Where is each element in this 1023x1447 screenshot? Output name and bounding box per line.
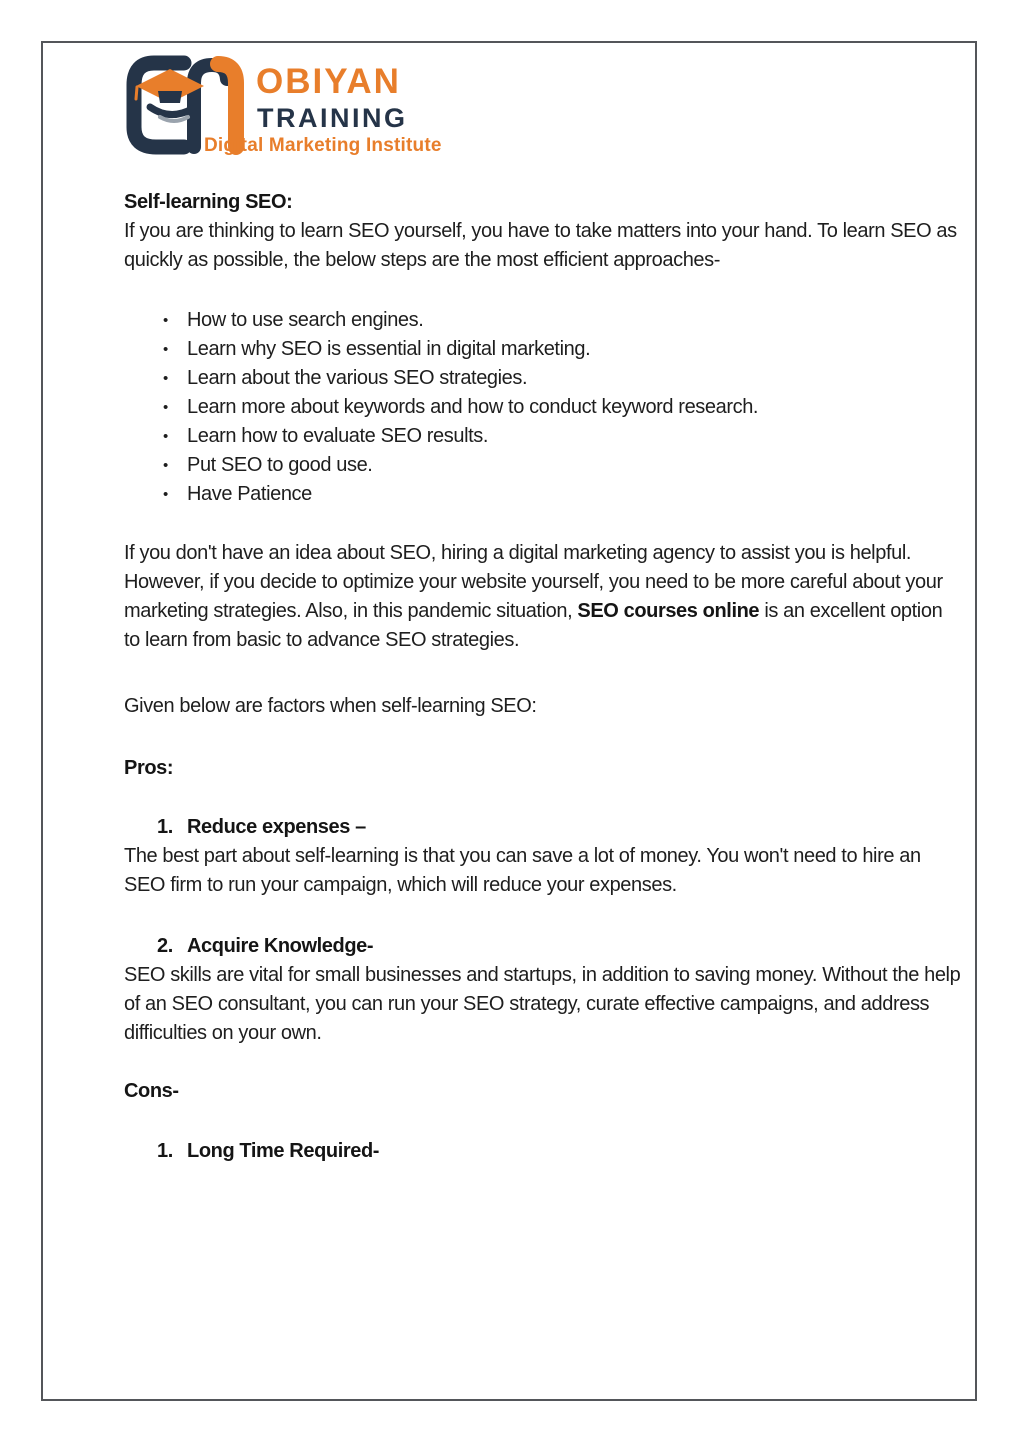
list-item-text: Put SEO to good use. <box>187 454 373 476</box>
list-item <box>163 335 962 364</box>
pros-item-1-title <box>124 813 962 842</box>
pros-item-1-body: The best part about self-learning is that you can save a lot of money. You won't need to hire an SEO firm to run your campaign, which will reduce your expenses. <box>124 845 921 896</box>
steps-list <box>124 306 962 509</box>
list-item <box>163 422 962 451</box>
bullet-icon: • <box>163 370 168 387</box>
item-title-text: Reduce expenses – <box>187 816 366 838</box>
item-number: 2. <box>157 935 173 957</box>
intro-section <box>124 188 962 275</box>
list-item-text: Learn why SEO is essential in digital marketing. <box>187 338 591 360</box>
section-title: Self-learning SEO: <box>124 191 293 213</box>
logo <box>124 55 504 155</box>
factors-line: Given below are factors when self-learning SEO: <box>124 695 537 717</box>
item-title-text: Acquire Knowledge- <box>187 935 374 957</box>
bullet-icon: • <box>163 428 168 445</box>
pros-item-2-title <box>124 932 962 961</box>
brand-subtitle: TRAINING <box>257 103 408 133</box>
list-item <box>163 451 962 480</box>
pros-item-2-body: SEO skills are vital for small businesses and startups, in addition to saving money. Without the help of an SEO consultant, you can run your SEO strategy, curate effective campaigns, and address difficulties on your own. <box>124 964 961 1044</box>
cons-heading: Cons- <box>124 1080 179 1102</box>
list-item <box>163 480 962 509</box>
list-item-text: Learn about the various SEO strategies. <box>187 367 528 389</box>
agency-paragraph-start: If you don't have an idea about SEO, hiring a digital marketing agency to assist you is helpful. However, if you decide to optimize your website yourself, you need to be more careful about your marketing strategies. Also, in this pandemic situation, <box>124 542 943 622</box>
brand-tagline: Digital Marketing Institute <box>204 135 442 156</box>
list-item-text: Learn how to evaluate SEO results. <box>187 425 489 447</box>
bullet-icon: • <box>163 486 168 503</box>
bullet-icon: • <box>163 341 168 358</box>
bullet-icon: • <box>163 457 168 474</box>
item-title-text: Long Time Required- <box>187 1140 380 1162</box>
brand-name: OBIYAN <box>256 62 401 101</box>
list-item <box>163 364 962 393</box>
list-item-text: Learn more about keywords and how to conduct keyword research. <box>187 396 759 418</box>
item-number: 1. <box>157 1140 173 1162</box>
page-content <box>124 55 962 1166</box>
list-item-text: Have Patience <box>187 483 312 505</box>
agency-paragraph <box>124 539 962 655</box>
intro-paragraph: If you are thinking to learn SEO yourself, you have to take matters into your hand. To learn SEO as quickly as possible, the below steps are the most efficient approaches- <box>124 220 957 271</box>
pros-heading: Pros: <box>124 757 174 779</box>
list-item <box>163 306 962 335</box>
list-item <box>163 393 962 422</box>
seo-courses-online-bold: SEO courses online <box>577 600 760 622</box>
cons-item-1-title <box>124 1137 962 1166</box>
list-item-text: How to use search engines. <box>187 309 424 331</box>
agency-paragraph-end: is an excellent option to learn from basic to advance SEO strategies. <box>124 600 943 651</box>
bullet-icon: • <box>163 312 168 329</box>
item-number: 1. <box>157 816 173 838</box>
bullet-icon: • <box>163 399 168 416</box>
